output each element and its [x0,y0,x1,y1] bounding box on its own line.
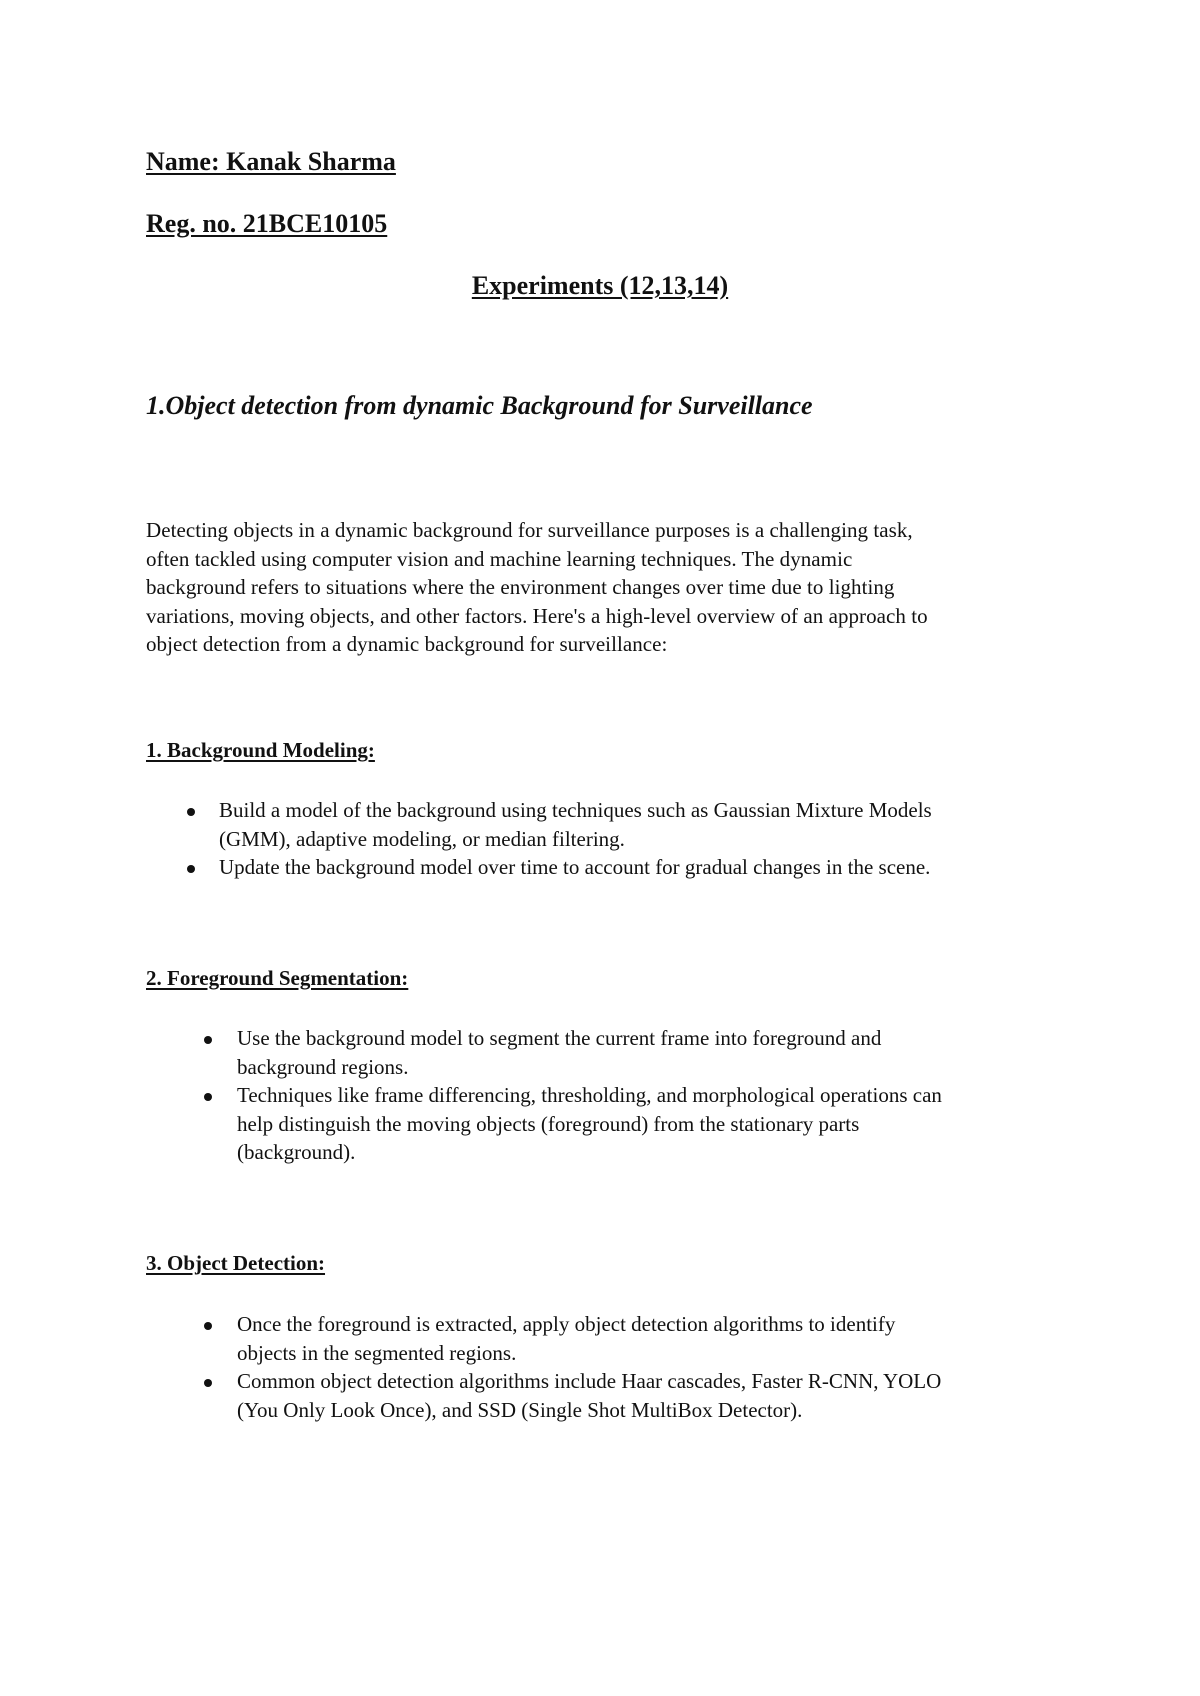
list-item-line: Update the background model over time to account for gradual changes in the scene. [219,855,931,879]
bullet-icon [204,1036,212,1044]
list-item-line: objects in the segmented regions. [237,1340,517,1365]
student-name: Name: Kanak Sharma [146,147,396,176]
list-item-line: Techniques like frame differencing, thresholding, and morphological operations can [237,1083,942,1107]
section-title: 1.Object detection from dynamic Background for Surveillance [146,391,813,420]
list-item-line: Common object detection algorithms include Haar cascades, Faster R-CNN, YOLO [237,1369,942,1393]
registration-number: Reg. no. 21BCE10105 [146,209,388,238]
list-item-line: (You Only Look Once), and SSD (Single Shot MultiBox Detector). [237,1397,803,1422]
intro-line: background refers to situations where the environment changes over time due to lighting [146,575,895,599]
intro-line: variations, moving objects, and other factors. Here's a high-level overview of an approach to [146,603,928,628]
intro-paragraph [146,516,1066,659]
bullet-icon [204,1322,212,1330]
list-item [237,1081,942,1167]
list-item-line: Once the foreground is extracted, apply object detection algorithms to identify [237,1312,896,1336]
step-heading-foreground-segmentation: 2. Foreground Segmentation: [146,966,409,990]
list-item-line: (background). [237,1140,356,1164]
list-item-line: help distinguish the moving objects (foreground) from the stationary parts [237,1111,860,1136]
bullet-icon [187,865,195,873]
bullet-list-background-modeling [219,796,932,882]
list-item [237,1024,942,1081]
intro-line: Detecting objects in a dynamic background for surveillance purposes is a challenging task, [146,518,913,542]
bullet-icon [204,1093,212,1101]
intro-line: often tackled using computer vision and machine learning techniques. The dynamic [146,546,853,571]
step-heading-object-detection: 3. Object Detection: [146,1251,326,1275]
list-item-line: background regions. [237,1054,409,1079]
list-item [237,1367,941,1424]
step-heading-background-modeling: 1. Background Modeling: [146,738,375,762]
list-item-line: Build a model of the background using techniques such as Gaussian Mixture Models [219,798,932,822]
intro-line: object detection from a dynamic background for surveillance: [146,632,668,656]
bullet-icon [204,1379,212,1387]
list-item [219,796,932,853]
list-item [219,853,932,882]
list-item [237,1310,941,1367]
list-item-line: (GMM), adaptive modeling, or median filtering. [219,826,625,851]
bullet-list-foreground-segmentation [237,1024,942,1167]
bullet-list-object-detection [237,1310,941,1424]
bullet-icon [187,808,195,816]
experiments-title: Experiments (12,13,14) [471,271,729,300]
list-item-line: Use the background model to segment the current frame into foreground and [237,1026,882,1050]
